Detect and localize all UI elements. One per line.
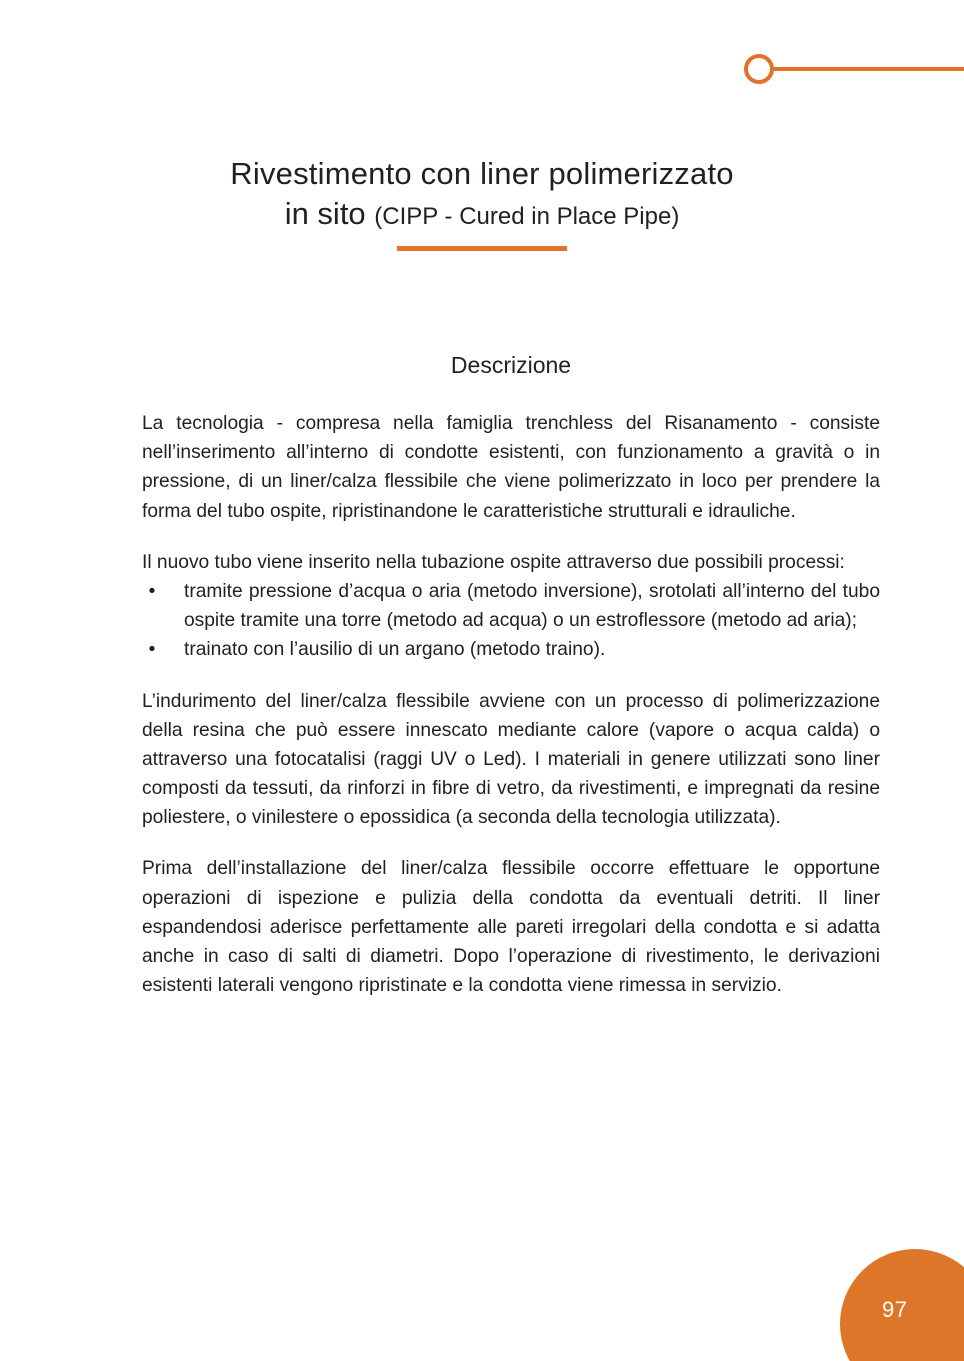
top-right-decoration	[744, 50, 964, 94]
list-item-text: tramite pressione d’acqua o aria (metodo inversione), srotolati all’interno del tubo ospite tramite una torre (metodo ad acqua) o un estroflessore (metodo ad aria);	[184, 580, 880, 632]
paragraph-intro: La tecnologia - compresa nella famiglia trenchless del Risanamento - consiste nell’inserimento all’interno di condotte esistenti, con funzionamento a gravità o in pressione, di un liner/calza flessibile che viene polimerizzato in loco per prendere la forma del tubo ospite, ripristinandone le caratteristiche strutturali e idrauliche.	[142, 413, 880, 522]
paragraph-installazione: Prima dell’installazione del liner/calza flessibile occorre effettuare le opportune operazioni di ispezione e pulizia della condotta da eventuali detriti. Il liner espandendosi aderisce perfettamente alle pareti irregolari della condotta e si adatta anche in caso di salti di diametri. Dopo l’operazione di rivestimento, le derivazioni esistenti laterali vengono ripristinate e la condotta viene rimessa in servizio.	[142, 858, 880, 997]
list-item	[142, 577, 880, 635]
list-item-text: trainato con l’ausilio di un argano (metodo traino).	[184, 639, 606, 661]
title-line-1: Rivestimento con liner polimerizzato	[230, 156, 734, 191]
circle-outline-icon	[744, 54, 774, 84]
page-number-badge	[834, 1249, 964, 1361]
title-line-2	[0, 194, 964, 234]
page-number-label: 97	[882, 1297, 908, 1322]
title-underline-rule	[397, 246, 567, 251]
page-title	[0, 155, 964, 251]
list-item	[142, 635, 880, 664]
bullet-list-processi	[142, 577, 880, 665]
title-line-2-main: in sito	[284, 196, 366, 232]
bullet-marker-icon: •	[148, 639, 156, 661]
bullet-marker-icon: •	[148, 580, 156, 602]
title-line-2-subtitle: (CIPP - Cured in Place Pipe)	[374, 203, 680, 231]
document-body	[142, 352, 880, 1022]
paragraph-processi-lead-in: Il nuovo tubo viene inserito nella tubazione ospite attraverso due possibili processi:	[142, 551, 845, 573]
section-heading-descrizione: Descrizione	[450, 352, 572, 378]
paragraph-indurimento: L’indurimento del liner/calza flessibile avviene con un processo di polimerizzazione della resina che può essere innescato mediante calore (vapore o acqua calda) o attraverso una fotocatalisi (raggi UV o Led). I materiali in genere utilizzati sono liner composti da tessuti, da rinforzi in fibre di vetro, da rivestimenti, e impregnati da resine poliestere, o vinilestere o epossidica (a seconda della tecnologia utilizzata).	[142, 690, 880, 829]
horizontal-line-icon	[772, 67, 964, 71]
